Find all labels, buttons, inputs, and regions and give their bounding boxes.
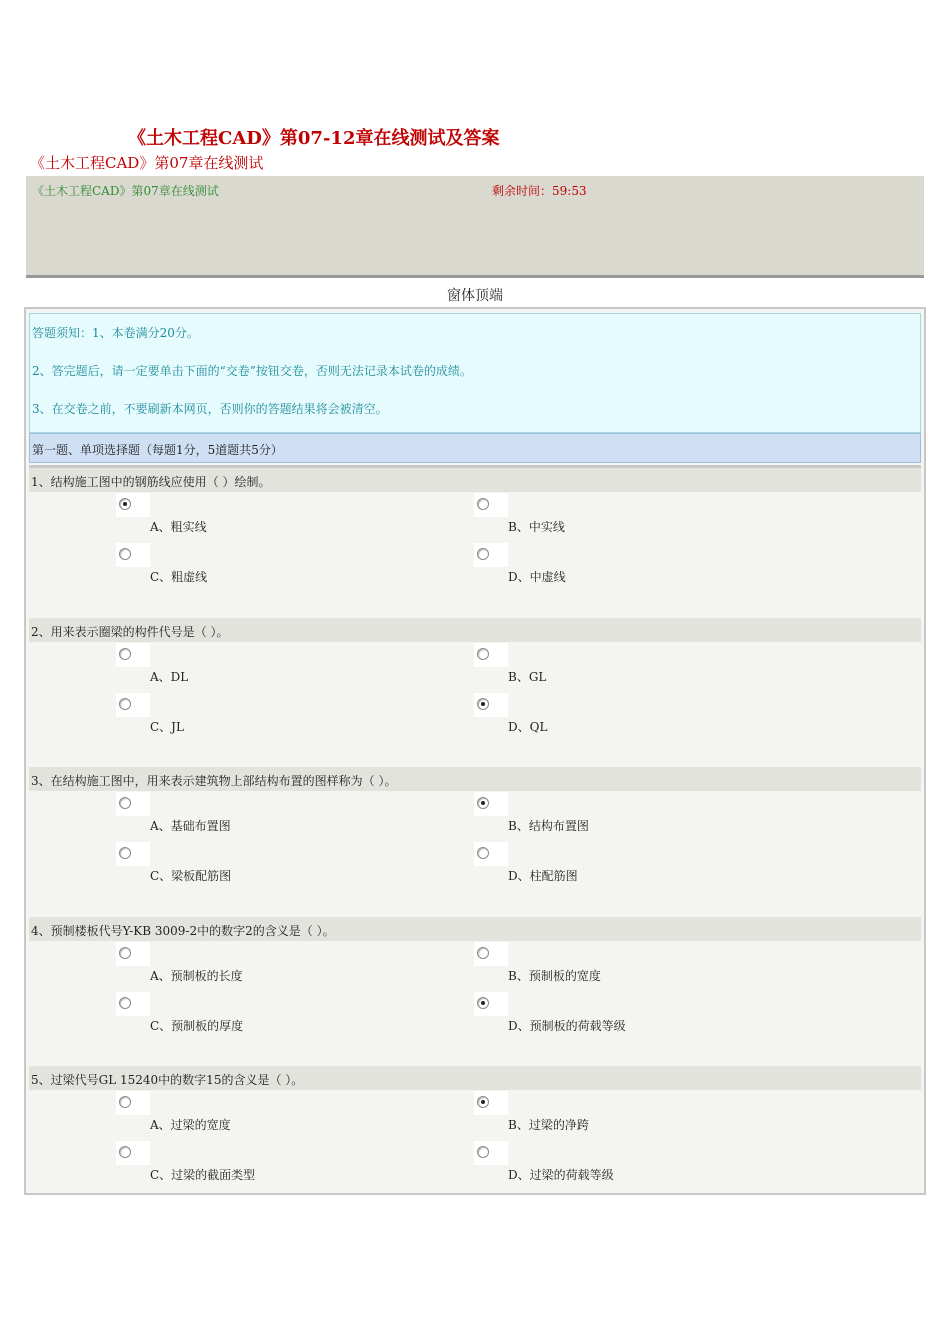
option-label[interactable]: B、过梁的净跨	[508, 1118, 589, 1132]
option-label[interactable]: A、粗实线	[150, 520, 207, 534]
option-label[interactable]: C、梁板配筋图	[150, 869, 232, 883]
option-radio-cell[interactable]	[474, 792, 508, 816]
option-label[interactable]: D、QL	[508, 720, 548, 734]
option-label[interactable]: B、GL	[508, 670, 547, 684]
option-label[interactable]: B、预制板的宽度	[508, 969, 601, 983]
option-label[interactable]: D、过梁的荷载等级	[508, 1168, 614, 1182]
instruction-line: 3、在交卷之前，不要刷新本网页，否则你的答题结果将会被清空。	[32, 402, 388, 416]
test-subtitle: 《土木工程CAD》第07章在线测试	[30, 154, 264, 172]
option-radio-cell[interactable]	[474, 1091, 508, 1115]
option-radio-cell[interactable]	[474, 942, 508, 966]
option-label[interactable]: A、过梁的宽度	[150, 1118, 231, 1132]
option-label[interactable]: D、柱配筋图	[508, 869, 578, 883]
option-radio-cell[interactable]	[116, 643, 150, 667]
option-radio-cell[interactable]	[474, 842, 508, 866]
option-label[interactable]: A、基础布置图	[150, 819, 231, 833]
radio-unchecked-icon[interactable]	[119, 698, 131, 710]
radio-unchecked-icon[interactable]	[119, 797, 131, 809]
question-text: 4、预制楼板代号Y-KB 3009-2中的数字2的含义是（ ）。	[31, 924, 335, 938]
radio-unchecked-icon[interactable]	[119, 1146, 131, 1158]
option-radio-cell[interactable]	[116, 1091, 150, 1115]
option-label[interactable]: C、粗虚线	[150, 570, 208, 584]
option-radio-cell[interactable]	[474, 693, 508, 717]
radio-unchecked-icon[interactable]	[477, 498, 489, 510]
question-2-header	[29, 618, 921, 642]
radio-checked-icon[interactable]	[477, 1096, 489, 1108]
radio-unchecked-icon[interactable]	[119, 947, 131, 959]
radio-unchecked-icon[interactable]	[119, 997, 131, 1009]
radio-unchecked-icon[interactable]	[119, 648, 131, 660]
form-top-label: 窗体顶端	[447, 288, 503, 304]
option-label[interactable]: A、预制板的长度	[150, 969, 243, 983]
question-5-header	[29, 1066, 921, 1090]
option-radio-cell[interactable]	[116, 693, 150, 717]
radio-unchecked-icon[interactable]	[477, 847, 489, 859]
document-title: 《土木工程CAD》第07-12章在线测试及答案	[128, 128, 500, 149]
option-label[interactable]: B、中实线	[508, 520, 565, 534]
option-label[interactable]: A、DL	[150, 670, 189, 684]
instructions-box	[29, 313, 921, 433]
radio-checked-icon[interactable]	[119, 498, 131, 510]
test-header	[26, 176, 924, 278]
instruction-line: 答题须知：1、本卷满分20分。	[32, 326, 199, 340]
question-1-header	[29, 468, 921, 492]
question-3-header	[29, 767, 921, 791]
option-label[interactable]: C、预制板的厚度	[150, 1019, 244, 1033]
option-radio-cell[interactable]	[116, 543, 150, 567]
option-radio-cell[interactable]	[474, 992, 508, 1016]
option-radio-cell[interactable]	[116, 842, 150, 866]
instruction-line: 2、答完题后，请一定要单击下面的“交卷”按钮交卷，否则无法记录本试卷的成绩。	[32, 364, 472, 378]
timer-label: 剩余时间：	[492, 184, 553, 198]
timer-value: 59:53	[552, 184, 587, 198]
option-radio-cell[interactable]	[116, 942, 150, 966]
option-label[interactable]: C、过梁的截面类型	[150, 1168, 256, 1182]
question-text: 2、用来表示圈梁的构件代号是（ ）。	[31, 625, 229, 639]
radio-unchecked-icon[interactable]	[477, 1146, 489, 1158]
radio-unchecked-icon[interactable]	[119, 847, 131, 859]
radio-unchecked-icon[interactable]	[119, 548, 131, 560]
test-name: 《土木工程CAD》第07章在线测试	[32, 184, 219, 198]
option-radio-cell[interactable]	[474, 643, 508, 667]
option-label[interactable]: D、中虚线	[508, 570, 566, 584]
radio-checked-icon[interactable]	[477, 797, 489, 809]
option-radio-cell[interactable]	[116, 1141, 150, 1165]
option-radio-cell[interactable]	[116, 493, 150, 517]
question-text: 3、在结构施工图中，用来表示建筑物上部结构布置的图样称为（ ）。	[31, 774, 397, 788]
radio-unchecked-icon[interactable]	[477, 548, 489, 560]
question-4-header	[29, 917, 921, 941]
option-radio-cell[interactable]	[474, 543, 508, 567]
question-text: 5、过梁代号GL 15240中的数字15的含义是（ ）。	[31, 1073, 304, 1087]
option-radio-cell[interactable]	[474, 1141, 508, 1165]
option-label[interactable]: B、结构布置图	[508, 819, 589, 833]
remaining-time	[492, 182, 587, 199]
radio-unchecked-icon[interactable]	[477, 947, 489, 959]
radio-checked-icon[interactable]	[477, 997, 489, 1009]
option-label[interactable]: D、预制板的荷载等级	[508, 1019, 626, 1033]
quiz-form	[24, 307, 926, 1195]
option-radio-cell[interactable]	[116, 992, 150, 1016]
option-radio-cell[interactable]	[116, 792, 150, 816]
radio-unchecked-icon[interactable]	[119, 1096, 131, 1108]
radio-checked-icon[interactable]	[477, 698, 489, 710]
radio-unchecked-icon[interactable]	[477, 648, 489, 660]
question-text: 1、结构施工图中的钢筋线应使用（ ）绘制。	[31, 475, 271, 489]
option-label[interactable]: C、JL	[150, 720, 184, 734]
section-header	[29, 433, 921, 463]
section-title: 第一题、单项选择题（每题1分，5道题共5分）	[32, 443, 283, 457]
option-radio-cell[interactable]	[474, 493, 508, 517]
